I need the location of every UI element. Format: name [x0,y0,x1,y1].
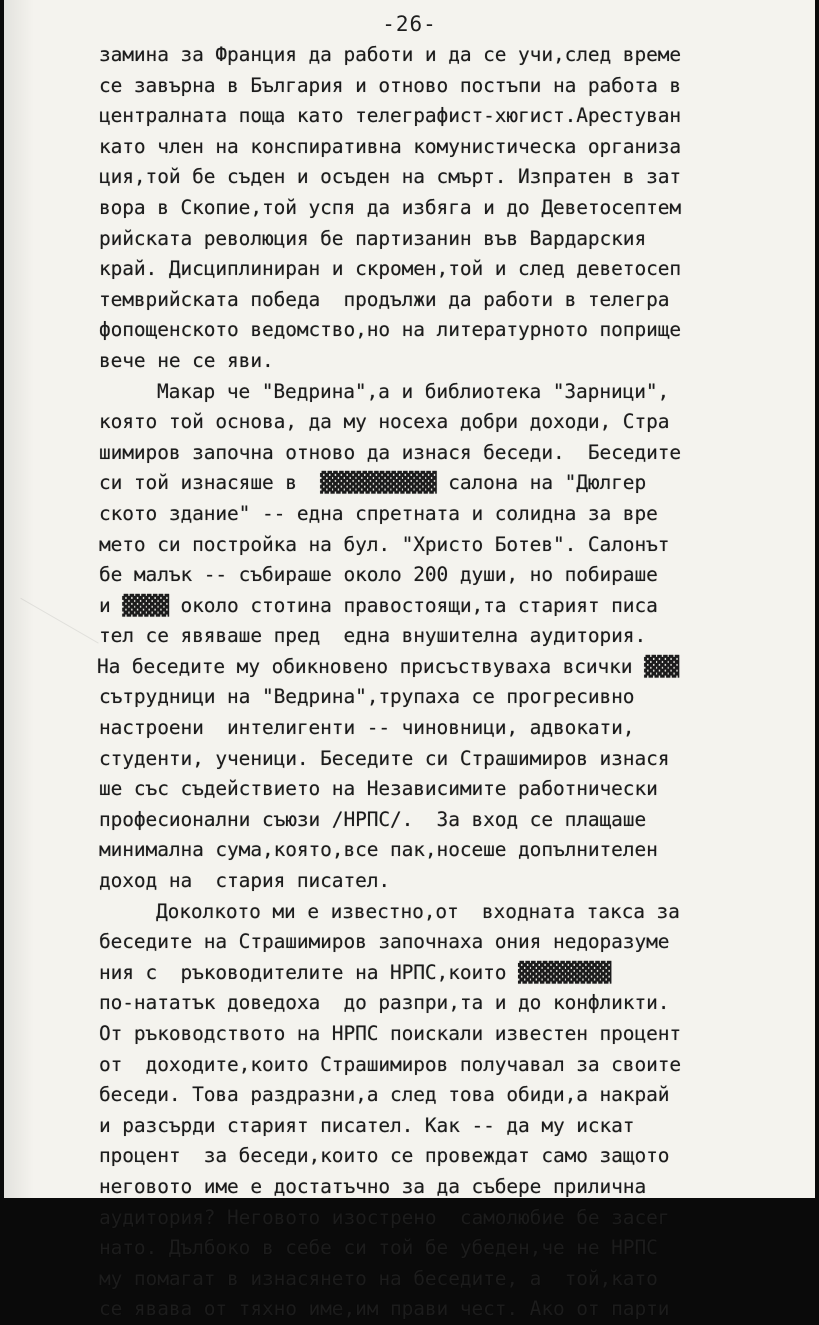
paragraph-first-line: Макар че "Ведрина",а и библиотека "Зарници", [157,379,670,403]
text-line: ция,той бе съден и осъден на смърт. Изпратен в зат [99,165,681,189]
text-line: доход на стария писател. [99,869,390,893]
text-line: бе малък -- събираше около 200 души, но побираше [99,563,658,587]
text-line: шимиров започна отново да изнася беседи. Беседите [99,440,681,464]
text-line: аудитория? Неговото изострено самолюбие бе засег [99,1205,670,1229]
text-line: край. Дисциплиниран и скромен,той и след деветосеп [99,257,681,281]
typewritten-page [4,0,815,1321]
text-line: от доходите,които Страшимиров получавал за своите [99,1052,681,1076]
text-line: вора в Скопие,той успя да избяга и до Деветосептем [99,195,681,219]
text-line: сътрудници на "Ведрина",трупаха се прогресивно [99,685,635,709]
text-line: минимална сума,която,все пак,носеше допълнителен [99,838,658,862]
text-line: му помагат в изнасянето на беседите, а той,като [99,1266,658,1290]
text-line: беседи. Това раздразни,а след това обиди,а накрай [99,1083,670,1107]
text-line: като член на конспиративна комунистическа организа [99,134,681,158]
text-line: От ръководството на НРПС поискали известен процент [99,1022,681,1045]
text-line: си той изнасяше в ▓▓▓▓▓▓▓▓▓▓ салона на "Дюлгер [99,471,647,495]
text-line: която той основа, да му носеха добри доходи, Стра [99,410,670,434]
text-line: и ▓▓▓▓ около стотина правостоящи,та старият писа [99,593,658,617]
text-line: ния с ръководителите на НРПС,които ▓▓▓▓▓▓▓▓ [99,960,612,984]
text-line: рийската революция бе партизанин във Вардарския [99,226,647,250]
page-number: -26- [382,12,437,36]
paper-crease [19,598,98,646]
text-line: професионални съюзи /НРПС/. За вход се плащаше [99,807,647,831]
text-line: ше със съдействието на Независимите работнически [99,777,658,801]
text-line: мето си постройка на бул. "Христо Ботев". Салонът [99,532,670,556]
text-line: фопощенското ведомство,но на литературното поприще [99,318,681,342]
text-line: нато. Дълбоко в себе си той бе убеден,че не НРПС [99,1236,658,1260]
text-line: беседите на Страшимиров започнаха ония недоразуме [99,930,670,954]
text-line: настроени интелигенти -- чиновници, адвокати, [99,716,635,740]
text-line: централната поща като телеграфист-хюгист.Арестуван [99,104,681,128]
text-line: и разсърди старият писател. Как -- да му искат [99,1113,635,1137]
text-line: тел се явяваше пред една внушителна аудитория. [99,624,647,648]
text-line: На беседите му обикновено присъствуваха всички ▓▓▓ [97,654,679,678]
text-line: студенти, ученици. Беседите си Страшимиров изнася [99,746,670,770]
text-line: темврийската победа продължи да работи в телегра [99,287,670,311]
body-text [99,40,809,1325]
text-line: процент за беседи,които се провеждат само защото [99,1144,670,1168]
text-line: замина за Франция да работи и да се учи,след време [99,43,681,66]
text-line: се явава от тяхно име,им прави чест. Ако от парти [99,1297,670,1321]
text-line: по-нататък доведоха до разпри,та и до конфликти. [99,991,670,1015]
text-line: вече не се яви. [99,348,274,372]
text-line: неговото име е достатъчно за да събере прилична [99,1174,647,1198]
text-line: ското здание" -- една спретната и солидна за вре [99,501,658,525]
paragraph-first-line: Доколкото ми е известно,от входната такса за [156,899,680,923]
text-line: се завърна в България и отново постъпи на работа в [99,73,681,97]
